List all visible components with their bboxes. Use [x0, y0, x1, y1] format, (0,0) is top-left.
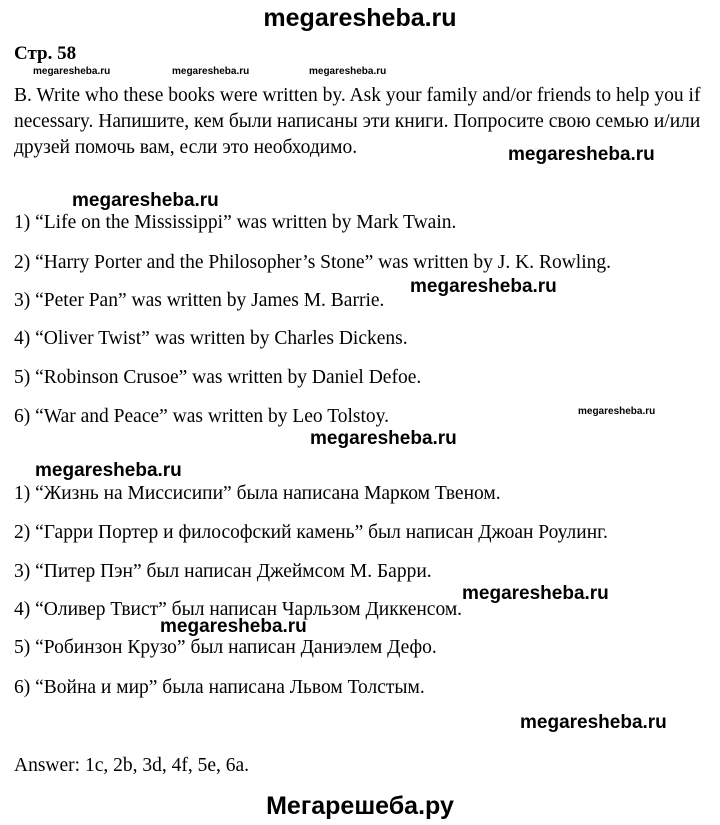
watermark-medium: megaresheba.ru: [310, 428, 457, 449]
watermark-medium: megaresheba.ru: [35, 460, 182, 481]
watermark-small: megaresheba.ru: [172, 66, 250, 77]
task-instructions: B. Write who these books were written by. Ask your family and/or friends to help you if necessary. Напишите, кем были написаны эти книги. Попросите свою семью и/или друзей помочь вам, если это необходимо.: [14, 85, 701, 158]
english-answer-line: 3) “Peter Pan” was written by James M. Barrie.: [14, 290, 385, 311]
russian-answer-line: 2) “Гарри Портер и философский камень” был написан Джоан Роулинг.: [14, 522, 608, 543]
answer-key: Answer: 1c, 2b, 3d, 4f, 5e, 6a.: [14, 755, 250, 776]
watermark-small: megaresheba.ru: [309, 66, 387, 77]
watermark-medium: megaresheba.ru: [410, 276, 557, 297]
english-answer-line: 1) “Life on the Mississippi” was written by Mark Twain.: [14, 212, 457, 233]
page-label: Стр. 58: [14, 43, 77, 64]
russian-answer-line: 1) “Жизнь на Миссисипи” была написана Марком Твеном.: [14, 483, 501, 504]
russian-answer-line: 3) “Питер Пэн” был написан Джеймсом М. Барри.: [14, 561, 432, 582]
watermark-small: megaresheba.ru: [33, 66, 111, 77]
russian-answer-line: 5) “Робинзон Крузо” был написан Даниэлем Дефо.: [14, 637, 437, 658]
russian-answer-line: 6) “Война и мир” была написана Львом Толстым.: [14, 677, 425, 698]
watermark-footer: Мегарешеба.ру: [266, 792, 454, 820]
english-answer-line: 5) “Robinson Crusoe” was written by Daniel Defoe.: [14, 367, 422, 388]
watermark-medium: megaresheba.ru: [160, 616, 307, 637]
russian-answer-line: 4) “Оливер Твист” был написан Чарльзом Диккенсом.: [14, 599, 463, 620]
watermark-medium: megaresheba.ru: [72, 190, 219, 211]
watermark-header: megaresheba.ru: [263, 4, 457, 32]
watermark-medium: megaresheba.ru: [508, 144, 655, 165]
english-answer-line: 2) “Harry Porter and the Philosopher’s Stone” was written by J. K. Rowling.: [14, 252, 612, 273]
watermark-medium: megaresheba.ru: [462, 583, 609, 604]
watermark-medium: megaresheba.ru: [520, 712, 667, 733]
english-answer-line: 6) “War and Peace” was written by Leo Tolstoy.: [14, 406, 390, 427]
english-answer-line: 4) “Oliver Twist” was written by Charles Dickens.: [14, 328, 408, 349]
watermark-small: megaresheba.ru: [578, 406, 656, 417]
